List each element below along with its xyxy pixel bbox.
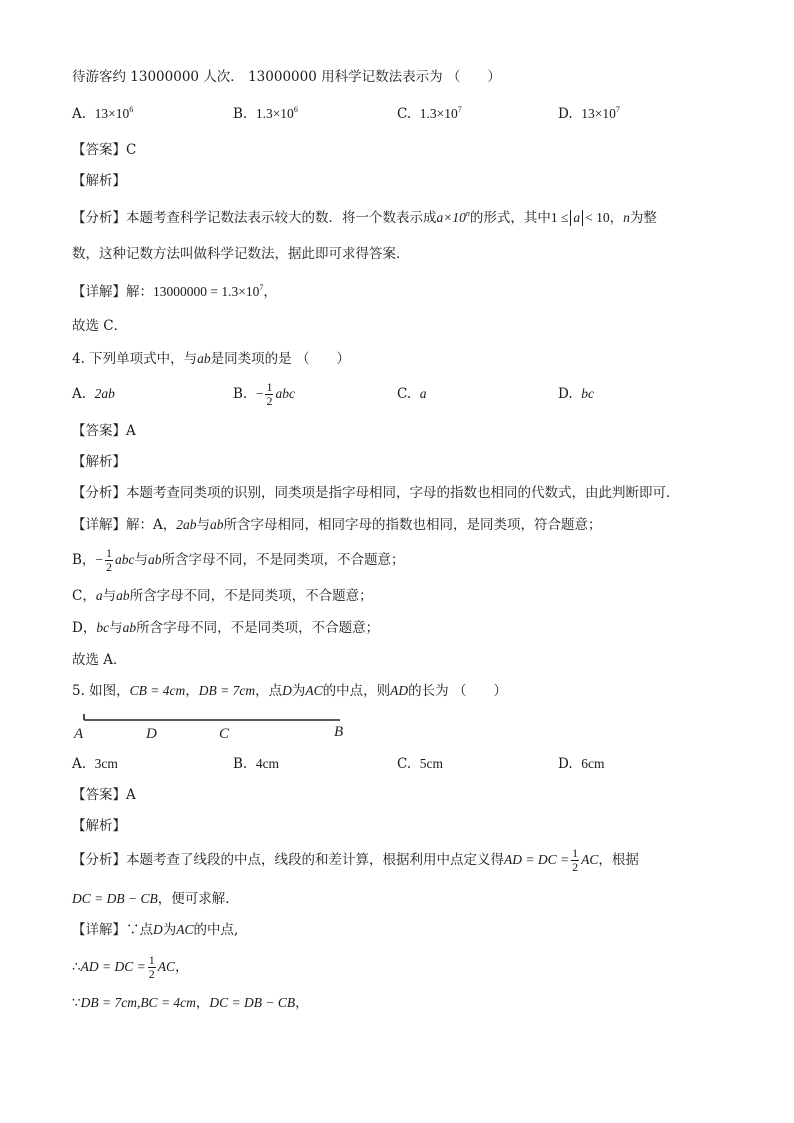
line-segment-figure bbox=[70, 708, 360, 744]
q3-detail: 【详解】解：$13000000 = 1.3\times 10^7$， bbox=[72, 283, 277, 300]
q5-option-b: B. 4cm bbox=[233, 756, 280, 772]
q4-detail-a: 【详解】解：A，2ab与ab所含字母相同，相同字母的指数也相同，是同类项，符合题意； bbox=[72, 517, 602, 533]
point-label-a: A bbox=[74, 726, 84, 742]
fraction: $\frac{1}{2}$ bbox=[106, 546, 113, 574]
q3-option-c: C. $1.3\times 10^7$ bbox=[397, 105, 462, 122]
answer-value: C bbox=[126, 142, 137, 158]
q3-option-a: A. $13\times 10^6$ bbox=[72, 105, 134, 122]
q3-fenxi: 【分析】本题考查科学记数法表示较大的数．将一个数表示成$a\times 10^n$的形式，其中1 ≤ a < 10，n为整 bbox=[72, 209, 657, 226]
q5-option-c: C. 5cm bbox=[397, 756, 443, 772]
answer-tag: 【答案】 bbox=[72, 787, 126, 803]
q5-option-d: D. 6cm bbox=[558, 756, 605, 772]
q3-option-d: D. $13\times 10^7$ bbox=[558, 105, 620, 122]
q4-detail-d: D，bc与ab所含字母不同，不是同类项，不合题意； bbox=[72, 620, 380, 636]
q4-option-d: D. bc bbox=[558, 386, 594, 402]
q4-stem: 4. 下列单项式中，与ab是同类项的是 （ ） bbox=[72, 351, 350, 367]
q5-stem: 5. 如图，CB = 4cm，DB = 7cm，点D为AC的中点，则AD的长为 （ ） bbox=[72, 683, 507, 699]
q3-answer bbox=[72, 141, 136, 159]
q4-detail-b: B，− $\frac{1}{2}$ abc与ab所含字母不同，不是同类项，不合题意； bbox=[72, 546, 405, 574]
q4-option-a: A. 2ab bbox=[72, 386, 115, 402]
point-label-d: D bbox=[146, 726, 157, 742]
q5-answer bbox=[72, 786, 136, 804]
answer-value: A bbox=[126, 423, 136, 439]
q4-fenxi: 【分析】本题考查同类项的识别，同类项是指字母相同，字母的指数也相同的代数式，由此判断即可． bbox=[72, 485, 680, 501]
absolute-value: a bbox=[570, 210, 583, 226]
q3-stem: 待游客约 13000000 人次． 13000000 用科学记数法表示为 （ ） bbox=[72, 69, 501, 85]
answer-value: A bbox=[126, 787, 136, 803]
point-label-b: B bbox=[334, 724, 344, 740]
q4-detail-c: C，a与ab所含字母不同，不是同类项，不合题意； bbox=[72, 588, 373, 604]
fraction: $\frac{1}{2}$ bbox=[148, 953, 155, 981]
point-label-c: C bbox=[219, 726, 230, 742]
q3-option-b: B. $1.3\times 10^6$ bbox=[233, 105, 298, 122]
q3-conclusion: 故选 C． bbox=[72, 318, 128, 334]
q4-option-c: C. a bbox=[397, 386, 427, 402]
q5-step1: ∴AD = DC = $\frac{1}{2}$ AC， bbox=[72, 953, 189, 981]
q4-conclusion: 故选 A． bbox=[72, 652, 127, 668]
answer-tag: 【答案】 bbox=[72, 142, 126, 158]
fraction: $\frac{1}{2}$ bbox=[266, 380, 273, 408]
q5-analysis-tag: 【解析】 bbox=[72, 818, 126, 834]
answer-tag: 【答案】 bbox=[72, 423, 126, 439]
q5-detail: 【详解】∵点D为AC的中点, bbox=[72, 922, 239, 938]
q5-fenxi: 【分析】本题考查了线段的中点，线段的和差计算，根据利用中点定义得AD = DC = $\frac{1}{2}$ AC，根据 bbox=[72, 846, 639, 874]
q3-fenxi-line2: 数，这种记数方法叫做科学记数法，据此即可求得答案． bbox=[72, 246, 410, 262]
q5-step2: ∵DB = 7cm,BC = 4cm，DC = DB − CB， bbox=[72, 995, 309, 1011]
q5-option-a: A. 3cm bbox=[72, 756, 118, 772]
fraction: $\frac{1}{2}$ bbox=[572, 846, 579, 874]
q3-analysis-tag: 【解析】 bbox=[72, 173, 126, 189]
q4-analysis-tag: 【解析】 bbox=[72, 454, 126, 470]
q5-fenxi-line2: DC = DB − CB，便可求解． bbox=[72, 891, 239, 907]
q4-answer bbox=[72, 422, 136, 440]
q4-option-b: B. − $\frac{1}{2}$ abc bbox=[233, 380, 295, 408]
